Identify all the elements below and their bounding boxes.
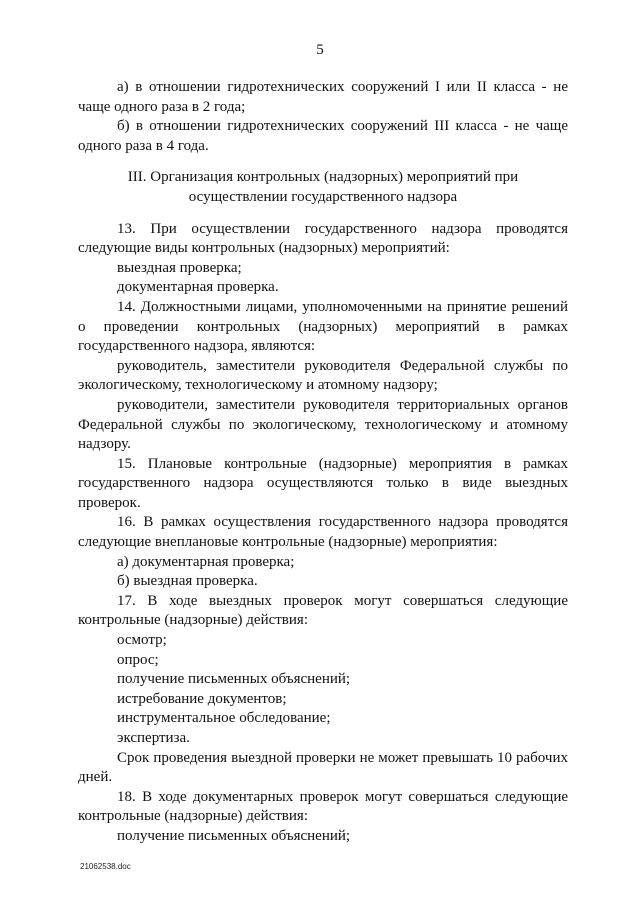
list-item: получение письменных объяснений; [117, 671, 351, 688]
paragraph-b-class-3: б) в отношении гидротехнических сооружений III класса - не чаще одного раза в 4 года. [78, 118, 568, 154]
document-body [78, 78, 568, 847]
list-item: а) документарная проверка; [117, 553, 295, 570]
paragraph-16: 16. В рамках осуществления государственного надзора проводятся следующие внеплановые контрольные (надзорные) мероприятия: [78, 514, 568, 551]
list-item: документарная проверка. [117, 279, 279, 296]
paragraph-14-item-1: руководитель, заместители руководителя Федеральной службы по экологическому, технологическому и атомному надзору; [78, 357, 568, 394]
paragraph-15: 15. Плановые контрольные (надзорные) мероприятия в рамках государственного надзора осуществляются только в виде выездных проверок. [78, 455, 568, 511]
paragraph-13: 13. При осуществлении государственного надзора проводятся следующие виды контрольных (надзорных) мероприятий: [78, 220, 568, 257]
document-file-code: 21062538.doc [80, 862, 131, 871]
section-heading: III. Организация контрольных (надзорных) мероприятий при осуществлении государственного надзора [127, 169, 519, 205]
paragraph-inspection-term: Срок проведения выездной проверки не может превышать 10 рабочих дней. [78, 749, 568, 786]
paragraph-14-item-2: руководители, заместители руководителя территориальных органов Федеральной службы по экологическому, технологическому и атомному надзору. [78, 396, 568, 453]
paragraph-17: 17. В ходе выездных проверок могут совершаться следующие контрольные (надзорные) действия: [78, 592, 568, 629]
list-item: истребование документов; [117, 690, 287, 707]
list-item: инструментальное обследование; [117, 710, 331, 727]
list-item: осмотр; [117, 632, 167, 649]
page-number: 5 [316, 42, 324, 58]
paragraph-18: 18. В ходе документарных проверок могут совершаться следующие контрольные (надзорные) действия: [78, 788, 568, 825]
list-item: получение письменных объяснений; [117, 827, 351, 844]
list-item: опрос; [117, 651, 159, 668]
list-item: выездная проверка; [117, 259, 242, 276]
paragraph-14: 14. Должностными лицами, уполномоченными на принятие решений о проведении контрольных (надзорных) мероприятий в рамках государственного надзора, являются: [78, 298, 568, 355]
list-item: б) выездная проверка. [117, 573, 258, 590]
list-item: экспертиза. [117, 730, 190, 746]
paragraph-a-class-1-2: а) в отношении гидротехнических сооружений I или II класса - не чаще одного раза в 2 года; [78, 79, 568, 115]
